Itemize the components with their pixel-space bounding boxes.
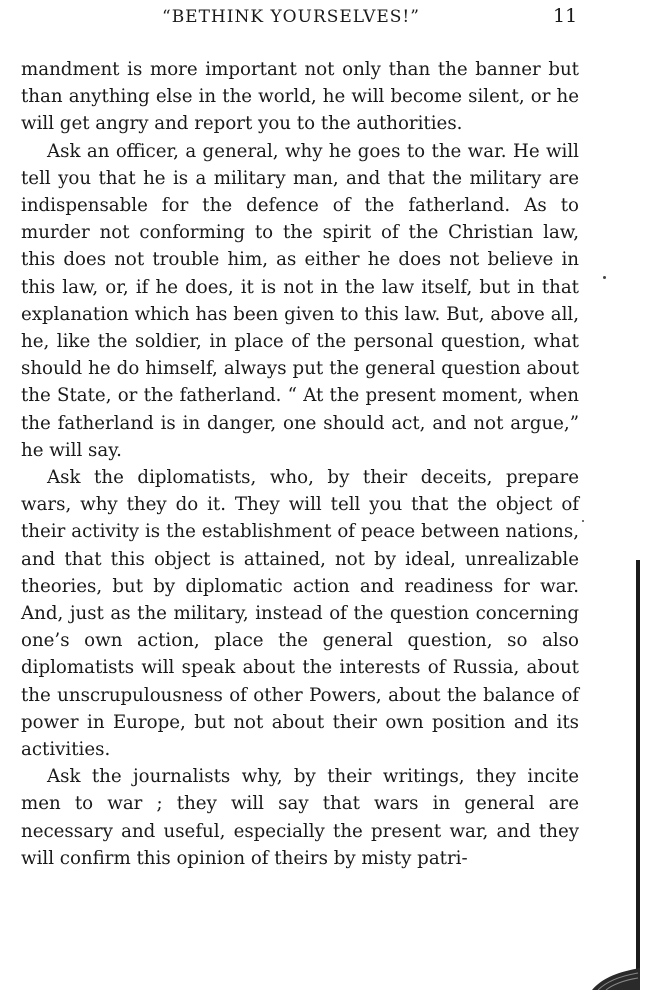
body-text	[21, 56, 579, 872]
paragraph-1: mandment is more important not only than the banner but than anything else in the world, he will become silent, or he will get angry and report you to the authorities.	[21, 59, 579, 135]
page-number: 11	[553, 5, 578, 27]
ink-speck-mark	[603, 276, 606, 279]
paragraph-3: Ask the diplomatists, who, by their deceits, prepare wars, why they do it. They will tell you that the object of their activity is the establishment of peace between nations, and that this object is attained, not by ideal, unrealizable theories, but by diplomatic action and readiness for war. And, just as the military, instead of the question concerning one’s own action, place the general question, so also diplomatists will speak about the interests of Russia, about the unscrupulousness of other Powers, about the balance of power in Europe, but not about their own position and its activities.	[21, 467, 579, 761]
ink-speck-mark	[582, 520, 584, 522]
running-head-title: “BETHINK YOURSELVES!”	[162, 7, 420, 27]
page-spine-edge	[636, 560, 640, 990]
page-curl-shadow	[592, 968, 640, 990]
paragraph-2: Ask an officer, a general, why he goes to the war. He will tell you that he is a military man, and that the military are indispensable for the defence of the fatherland. As to murder not conforming to the spirit of the Christian law, this does not trouble him, as either he does not believe in this law, or, if he does, it is not in the law itself, but in that explanation which has been given to this law. But, above all, he, like the soldier, in place of the personal question, what should he do himself, always put the general question about the State, or the fatherland. “ At the present moment, when the fatherland is in danger, one should act, and not argue,” he will say.	[21, 140, 579, 461]
paragraph-4: Ask the journalists why, by their writings, they incite men to war ; they will say that wars in general are necessary and useful, especially the present war, and they will confirm this opinion of theirs by misty patri-	[21, 766, 579, 869]
